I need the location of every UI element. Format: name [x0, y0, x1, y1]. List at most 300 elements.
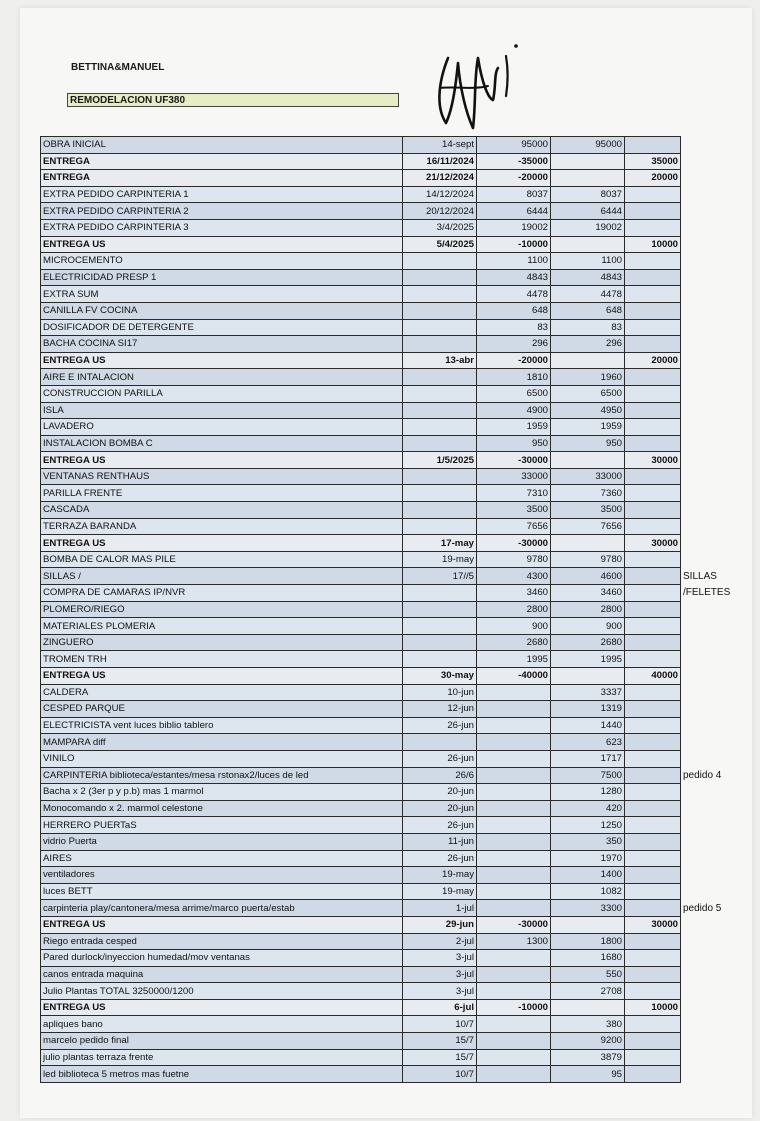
table-row	[41, 435, 713, 452]
row-date: 19-may	[403, 867, 477, 884]
table-row	[41, 933, 713, 950]
row-cost: 1400	[551, 867, 625, 884]
row-cost	[551, 352, 625, 369]
row-date: 19-may	[403, 551, 477, 568]
project-title: REMODELACION UF380	[67, 93, 399, 107]
row-cost: 1995	[551, 651, 625, 668]
row-amount	[477, 684, 551, 701]
row-description: CALDERA	[41, 684, 403, 701]
row-description: luces BETT	[41, 883, 403, 900]
table-row	[41, 302, 713, 319]
row-cost: 1319	[551, 701, 625, 718]
row-description: EXTRA SUM	[41, 286, 403, 303]
row-date: 26-jun	[403, 717, 477, 734]
row-description: AIRES	[41, 850, 403, 867]
row-note	[681, 618, 713, 635]
row-payment: 35000	[625, 153, 681, 170]
row-note	[681, 551, 713, 568]
row-amount	[477, 767, 551, 784]
row-description: Riego entrada cesped	[41, 933, 403, 950]
row-cost: 8037	[551, 186, 625, 203]
row-cost	[551, 999, 625, 1016]
row-note	[681, 452, 713, 469]
row-amount	[477, 867, 551, 884]
row-payment	[625, 385, 681, 402]
row-payment	[625, 634, 681, 651]
row-cost	[551, 236, 625, 253]
row-payment	[625, 402, 681, 419]
table-row	[41, 186, 713, 203]
row-note	[681, 1066, 713, 1083]
table-row	[41, 236, 713, 253]
row-description: vidrio Puerta	[41, 833, 403, 850]
table-row	[41, 900, 713, 917]
handwritten-signature	[418, 28, 528, 138]
table-row	[41, 817, 713, 834]
row-date	[403, 734, 477, 751]
row-cost: 1082	[551, 883, 625, 900]
row-payment	[625, 717, 681, 734]
row-cost: 6500	[551, 385, 625, 402]
table-row	[41, 319, 713, 336]
table-row	[41, 717, 713, 734]
row-cost: 7656	[551, 518, 625, 535]
row-note: /FELETES	[683, 587, 731, 599]
row-description: julio plantas terraza frente	[41, 1049, 403, 1066]
row-cost: 4478	[551, 286, 625, 303]
row-amount: 3500	[477, 502, 551, 519]
ledger-body	[41, 137, 731, 1083]
row-note	[681, 634, 713, 651]
row-description: ENTREGA US	[41, 352, 403, 369]
row-note	[681, 916, 713, 933]
row-note	[681, 1016, 713, 1033]
row-amount: 296	[477, 336, 551, 353]
row-amount: -35000	[477, 153, 551, 170]
row-note	[681, 153, 713, 170]
row-amount: 4900	[477, 402, 551, 419]
row-note	[681, 203, 713, 220]
row-description: ventiladores	[41, 867, 403, 884]
row-date: 10/7	[403, 1066, 477, 1083]
row-amount	[477, 1049, 551, 1066]
row-cost: 4843	[551, 269, 625, 286]
row-date: 17//5	[403, 568, 477, 585]
table-row	[41, 585, 713, 602]
row-cost: 1800	[551, 933, 625, 950]
row-amount: 950	[477, 435, 551, 452]
row-description: Bacha x 2 (3er p y p.b) mas 1 marmol	[41, 784, 403, 801]
row-note	[681, 186, 713, 203]
table-row	[41, 385, 713, 402]
row-note	[681, 236, 713, 253]
row-description: canos entrada maquina	[41, 966, 403, 983]
row-date: 29-jun	[403, 916, 477, 933]
row-cost: 1959	[551, 419, 625, 436]
row-payment: 20000	[625, 170, 681, 187]
row-description: EXTRA PEDIDO CARPINTERIA 1	[41, 186, 403, 203]
table-row	[41, 568, 713, 585]
row-description: ENTREGA US	[41, 999, 403, 1016]
row-date: 12-jun	[403, 701, 477, 718]
row-payment	[625, 651, 681, 668]
row-date: 19-may	[403, 883, 477, 900]
row-note	[681, 817, 713, 834]
table-row	[41, 618, 713, 635]
row-payment	[625, 435, 681, 452]
row-amount	[477, 900, 551, 917]
row-date: 15/7	[403, 1049, 477, 1066]
row-cost: 1100	[551, 253, 625, 270]
row-amount	[477, 850, 551, 867]
row-note	[681, 319, 713, 336]
row-date: 20-jun	[403, 800, 477, 817]
row-date	[403, 435, 477, 452]
row-payment	[625, 800, 681, 817]
row-amount: 95000	[477, 137, 551, 154]
table-row	[41, 369, 713, 386]
row-payment	[625, 568, 681, 585]
row-amount: 2800	[477, 601, 551, 618]
row-cost	[551, 535, 625, 552]
table-row	[41, 950, 713, 967]
row-description: AIRE E INTALACION	[41, 369, 403, 386]
table-row	[41, 701, 713, 718]
row-cost: 33000	[551, 468, 625, 485]
row-payment: 30000	[625, 452, 681, 469]
row-amount: -30000	[477, 452, 551, 469]
row-amount	[477, 966, 551, 983]
row-note	[681, 950, 713, 967]
row-payment	[625, 585, 681, 602]
row-description: ENTREGA US	[41, 535, 403, 552]
row-description: PARILLA FRENTE	[41, 485, 403, 502]
table-row	[41, 833, 713, 850]
table-row	[41, 784, 713, 801]
table-row	[41, 734, 713, 751]
row-date: 26-jun	[403, 750, 477, 767]
row-cost: 7500	[551, 767, 625, 784]
row-date	[403, 269, 477, 286]
row-date: 15/7	[403, 1033, 477, 1050]
row-date: 10-jun	[403, 684, 477, 701]
row-amount: 7656	[477, 518, 551, 535]
row-note	[681, 369, 713, 386]
row-cost: 9780	[551, 551, 625, 568]
row-date	[403, 601, 477, 618]
row-cost: 83	[551, 319, 625, 336]
row-date: 30-may	[403, 668, 477, 685]
row-payment	[625, 319, 681, 336]
row-amount: 7310	[477, 485, 551, 502]
row-payment	[625, 850, 681, 867]
table-row	[41, 800, 713, 817]
row-note	[681, 601, 713, 618]
row-amount: 1100	[477, 253, 551, 270]
row-payment	[625, 900, 681, 917]
row-date	[403, 402, 477, 419]
table-row	[41, 485, 713, 502]
row-cost: 550	[551, 966, 625, 983]
row-amount: 648	[477, 302, 551, 319]
row-cost: 9200	[551, 1033, 625, 1050]
table-row	[41, 867, 713, 884]
row-note: pedido 4	[683, 769, 722, 781]
row-note	[681, 833, 713, 850]
table-row	[41, 535, 713, 552]
row-payment	[625, 701, 681, 718]
row-cost: 1250	[551, 817, 625, 834]
table-row	[41, 634, 713, 651]
row-note	[681, 336, 713, 353]
row-description: INSTALACION BOMBA C	[41, 435, 403, 452]
row-note	[681, 983, 713, 1000]
row-note	[681, 170, 713, 187]
row-amount: 4478	[477, 286, 551, 303]
row-note	[681, 535, 713, 552]
row-description: apliques bano	[41, 1016, 403, 1033]
row-payment	[625, 186, 681, 203]
row-note	[681, 999, 713, 1016]
row-amount	[477, 750, 551, 767]
row-date: 5/4/2025	[403, 236, 477, 253]
row-description: EXTRA PEDIDO CARPINTERIA 3	[41, 219, 403, 236]
row-payment	[625, 817, 681, 834]
row-date: 13-abr	[403, 352, 477, 369]
row-payment	[625, 137, 681, 154]
row-payment	[625, 286, 681, 303]
row-description: CONSTRUCCION PARILLA	[41, 385, 403, 402]
table-row	[41, 468, 713, 485]
table-row	[41, 1016, 713, 1033]
row-payment	[625, 369, 681, 386]
row-date	[403, 618, 477, 635]
row-date	[403, 502, 477, 519]
row-note	[681, 867, 713, 884]
row-amount: 3460	[477, 585, 551, 602]
row-amount	[477, 1066, 551, 1083]
row-cost: 648	[551, 302, 625, 319]
row-note	[681, 1049, 713, 1066]
row-description: VINILO	[41, 750, 403, 767]
row-description: MATERIALES PLOMERIA	[41, 618, 403, 635]
row-payment	[625, 983, 681, 1000]
row-cost: 950	[551, 435, 625, 452]
row-date	[403, 518, 477, 535]
client-name: BETTINA&MANUEL	[71, 62, 165, 73]
row-cost: 3300	[551, 900, 625, 917]
row-note	[681, 800, 713, 817]
row-payment	[625, 684, 681, 701]
row-description: marcelo pedido final	[41, 1033, 403, 1050]
row-cost: 900	[551, 618, 625, 635]
row-amount: 1995	[477, 651, 551, 668]
row-description: SILLAS /	[41, 568, 403, 585]
table-row	[41, 452, 713, 469]
table-row	[41, 966, 713, 983]
row-description: CANILLA FV COCINA	[41, 302, 403, 319]
row-amount: 2680	[477, 634, 551, 651]
row-cost: 1960	[551, 369, 625, 386]
row-amount	[477, 983, 551, 1000]
row-note	[681, 518, 713, 535]
row-cost: 95000	[551, 137, 625, 154]
row-amount	[477, 1016, 551, 1033]
row-description: PLOMERO/RIEGO	[41, 601, 403, 618]
row-description: ENTREGA US	[41, 236, 403, 253]
row-amount: 83	[477, 319, 551, 336]
row-note	[681, 651, 713, 668]
table-row	[41, 153, 713, 170]
row-amount: 8037	[477, 186, 551, 203]
row-payment: 40000	[625, 668, 681, 685]
table-row	[41, 402, 713, 419]
row-amount	[477, 1033, 551, 1050]
row-amount	[477, 950, 551, 967]
row-amount	[477, 800, 551, 817]
row-date: 1/5/2025	[403, 452, 477, 469]
row-amount: -20000	[477, 352, 551, 369]
row-note	[681, 485, 713, 502]
table-row	[41, 767, 713, 784]
row-payment	[625, 784, 681, 801]
row-cost: 2800	[551, 601, 625, 618]
row-note	[681, 352, 713, 369]
row-cost	[551, 452, 625, 469]
table-row	[41, 352, 713, 369]
row-note	[681, 302, 713, 319]
row-cost: 420	[551, 800, 625, 817]
row-note	[681, 684, 713, 701]
row-cost: 1280	[551, 784, 625, 801]
row-date: 16/11/2024	[403, 153, 477, 170]
row-amount: -30000	[477, 535, 551, 552]
row-description: LAVADERO	[41, 419, 403, 436]
row-note	[681, 933, 713, 950]
row-date: 17-may	[403, 535, 477, 552]
row-description: CARPINTERIA biblioteca/estantes/mesa rstonax2/luces de led	[41, 767, 403, 784]
row-note	[681, 750, 713, 767]
table-row	[41, 518, 713, 535]
row-description: CASCADA	[41, 502, 403, 519]
row-payment	[625, 253, 681, 270]
row-amount	[477, 883, 551, 900]
row-description: OBRA INICIAL	[41, 137, 403, 154]
row-amount: 19002	[477, 219, 551, 236]
row-note: pedido 5	[683, 902, 722, 914]
row-note	[681, 137, 713, 154]
row-amount	[477, 817, 551, 834]
ledger-table	[40, 136, 731, 1083]
row-note	[681, 269, 713, 286]
table-row	[41, 219, 713, 236]
row-date: 26/6	[403, 767, 477, 784]
row-date	[403, 336, 477, 353]
row-amount: -20000	[477, 170, 551, 187]
row-payment: 10000	[625, 236, 681, 253]
row-description: EXTRA PEDIDO CARPINTERIA 2	[41, 203, 403, 220]
table-row	[41, 651, 713, 668]
table-row	[41, 601, 713, 618]
row-amount: -10000	[477, 999, 551, 1016]
row-date	[403, 253, 477, 270]
row-cost: 1440	[551, 717, 625, 734]
row-amount: 1300	[477, 933, 551, 950]
row-cost: 6444	[551, 203, 625, 220]
row-amount	[477, 784, 551, 801]
row-amount	[477, 701, 551, 718]
row-note	[681, 385, 713, 402]
row-note	[681, 701, 713, 718]
row-payment	[625, 867, 681, 884]
row-cost: 3460	[551, 585, 625, 602]
row-note	[681, 286, 713, 303]
row-note	[681, 784, 713, 801]
row-note	[681, 1033, 713, 1050]
row-amount: 4300	[477, 568, 551, 585]
row-note	[681, 468, 713, 485]
row-cost: 296	[551, 336, 625, 353]
table-row	[41, 883, 713, 900]
row-description: ELECTRICIDAD PRESP 1	[41, 269, 403, 286]
row-date: 1-jul	[403, 900, 477, 917]
row-date: 3-jul	[403, 983, 477, 1000]
row-payment	[625, 419, 681, 436]
row-payment	[625, 485, 681, 502]
row-description: ZINGUERO	[41, 634, 403, 651]
row-cost: 3879	[551, 1049, 625, 1066]
row-date: 14-sept	[403, 137, 477, 154]
row-payment	[625, 219, 681, 236]
table-row	[41, 170, 713, 187]
row-payment	[625, 502, 681, 519]
row-note	[681, 668, 713, 685]
row-note	[681, 717, 713, 734]
row-amount: 6500	[477, 385, 551, 402]
row-cost: 3500	[551, 502, 625, 519]
row-date	[403, 286, 477, 303]
row-amount: 900	[477, 618, 551, 635]
row-date	[403, 385, 477, 402]
row-amount: 1810	[477, 369, 551, 386]
row-amount: -30000	[477, 916, 551, 933]
row-payment: 10000	[625, 999, 681, 1016]
row-description: ENTREGA	[41, 170, 403, 187]
row-description: BACHA COCINA SI17	[41, 336, 403, 353]
row-cost: 7360	[551, 485, 625, 502]
row-description: TROMEN TRH	[41, 651, 403, 668]
table-row	[41, 983, 713, 1000]
table-row	[41, 850, 713, 867]
row-description: ENTREGA	[41, 153, 403, 170]
row-description: Pared durlock/inyeccion humedad/mov ventanas	[41, 950, 403, 967]
row-payment	[625, 336, 681, 353]
row-payment	[625, 302, 681, 319]
row-payment	[625, 767, 681, 784]
row-payment: 20000	[625, 352, 681, 369]
row-amount: -10000	[477, 236, 551, 253]
row-description: MICROCEMENTO	[41, 253, 403, 270]
row-payment	[625, 1016, 681, 1033]
table-row	[41, 286, 713, 303]
row-payment	[625, 468, 681, 485]
table-row	[41, 269, 713, 286]
row-cost: 2680	[551, 634, 625, 651]
row-description: ENTREGA US	[41, 916, 403, 933]
row-description: CESPED PARQUE	[41, 701, 403, 718]
row-date: 3-jul	[403, 966, 477, 983]
row-payment	[625, 1066, 681, 1083]
